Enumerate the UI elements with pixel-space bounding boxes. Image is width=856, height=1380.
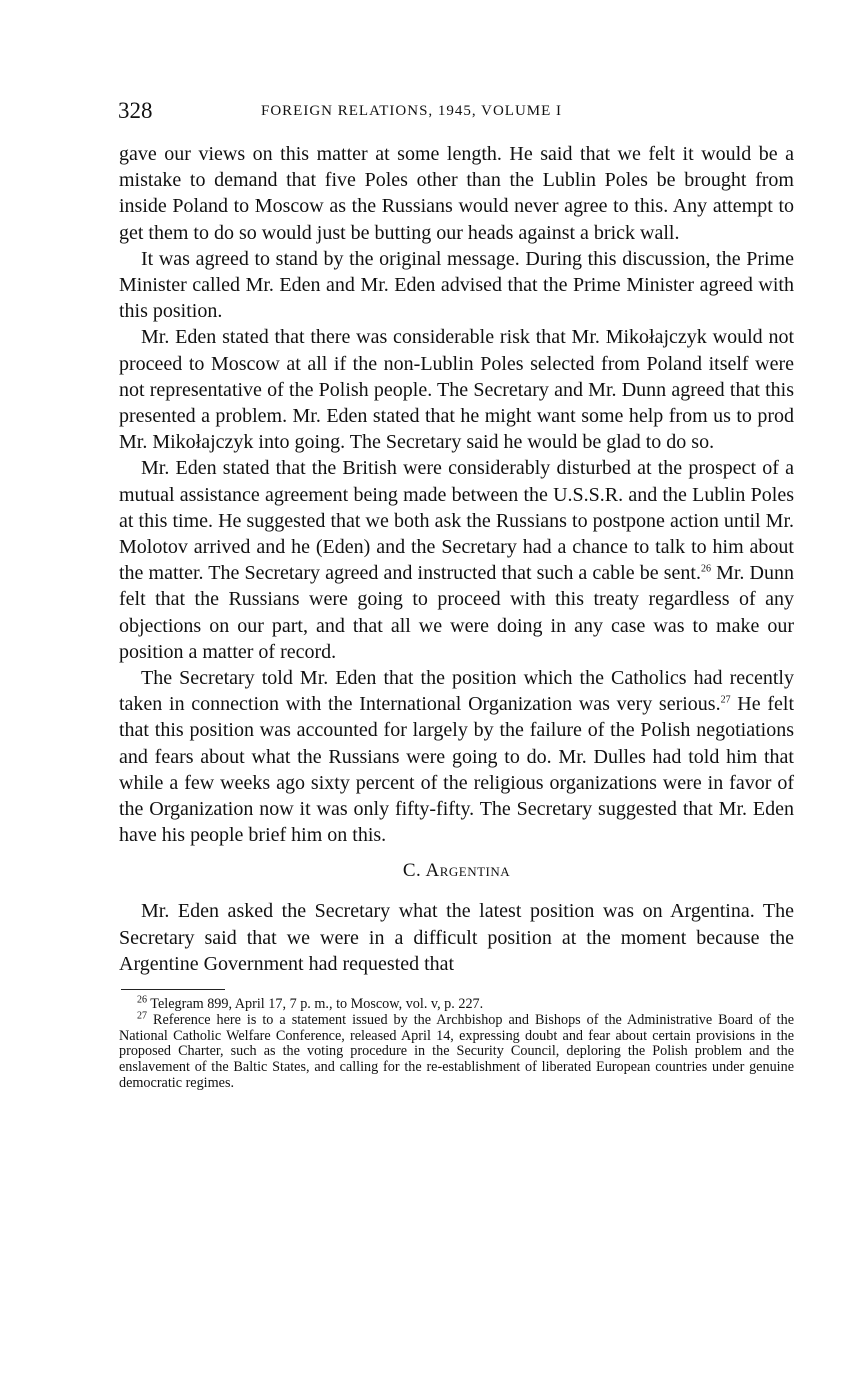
body-paragraph: Mr. Eden stated that there was considerable risk that Mr. Mikołajczyk would not proceed to Moscow at all if the non-Lublin Poles selected from Poland itself were not representative of the Polish people. The Secretary and Mr. Dunn agreed that this presented a problem. Mr. Eden stated that he might want some help from us to prod Mr. Mikołajczyk into going. The Secretary said he would be glad to do so. (119, 326, 794, 454)
footnote-text: Reference here is to a statement issued by the Archbishop and Bishops of the Administrative Board of the National Catholic Welfare Conference, released April 14, expressing doubt and fear about certain provisions in the proposed Charter, such as the voting procedure in the Security Council, deploring the Polish problem and the enslavement of the Baltic States, and calling for the re-establishment of liberated European countries under genuine democratic regimes. (119, 1011, 794, 1092)
running-head: FOREIGN RELATIONS, 1945, VOLUME I (261, 103, 563, 119)
paragraph-text: Mr. Eden stated that the British were considerably disturbed at the prospect of a mutual assistance agreement being made between the U.S.S.R. and the Lublin Poles at this time. He suggested that we both ask the Russians to postpone action until Mr. Molotov arrived and he (Eden) and the Secretary had a chance to talk to him about the matter. The Secretary agreed and instructed that such a cable be sent. (119, 457, 794, 585)
footnote-text: Telegram 899, April 17, 7 p. m., to Moscow, vol. v, p. 227. (150, 996, 484, 1013)
footnote-ref[interactable]: 27 (720, 694, 731, 706)
paragraph-text: Mr. Dunn felt that the Russians were going to proceed with this treaty regardless of any objections on our part, and that all we were doing in any case was to make our position a matter of record. (119, 562, 794, 663)
body-paragraph: Mr. Eden asked the Secretary what the latest position was on Argentina. The Secretary said that we were in a difficult position at the moment because the Argentine Government had requested that (119, 900, 794, 975)
body-paragraph: gave our views on this matter at some length. He said that we felt it would be a mistake to demand that five Poles other than the Lublin Poles be brought from inside Poland to Moscow as the Russians would never agree to this. Any attempt to get them to do so would just be butting our heads against a brick wall. (119, 143, 794, 244)
section-heading: C. Argentina (402, 860, 511, 882)
footnote-divider (121, 989, 225, 990)
body-paragraph: It was agreed to stand by the original message. During this discussion, the Prime Minister called Mr. Eden and Mr. Eden advised that the Prime Minister agreed with this position. (119, 247, 794, 323)
page-body (119, 141, 794, 1092)
footnote (119, 1010, 794, 1092)
body-paragraph (119, 665, 794, 848)
paragraph-text: He felt that this position was accounted for largely by the failure of the Polish negotiations and fears about what the Russians were going to do. Mr. Dulles had told him that while a few weeks ago sixty percent of the religious organizations were in favor of the Organization now it was only fifty-fifty. The Secretary suggested that Mr. Eden have his people brief him on this. (119, 693, 794, 847)
footnote (119, 994, 794, 1013)
page-header (118, 98, 794, 128)
page-number: 328 (118, 98, 153, 123)
footnote-number: 26 (137, 994, 147, 1006)
body-paragraph (119, 455, 794, 665)
paragraph-text: The Secretary told Mr. Eden that the position which the Catholics had recently taken in connection with the International Organization was very serious. (119, 667, 794, 716)
footnote-ref[interactable]: 26 (700, 563, 711, 575)
footnote-number: 27 (137, 1010, 147, 1022)
